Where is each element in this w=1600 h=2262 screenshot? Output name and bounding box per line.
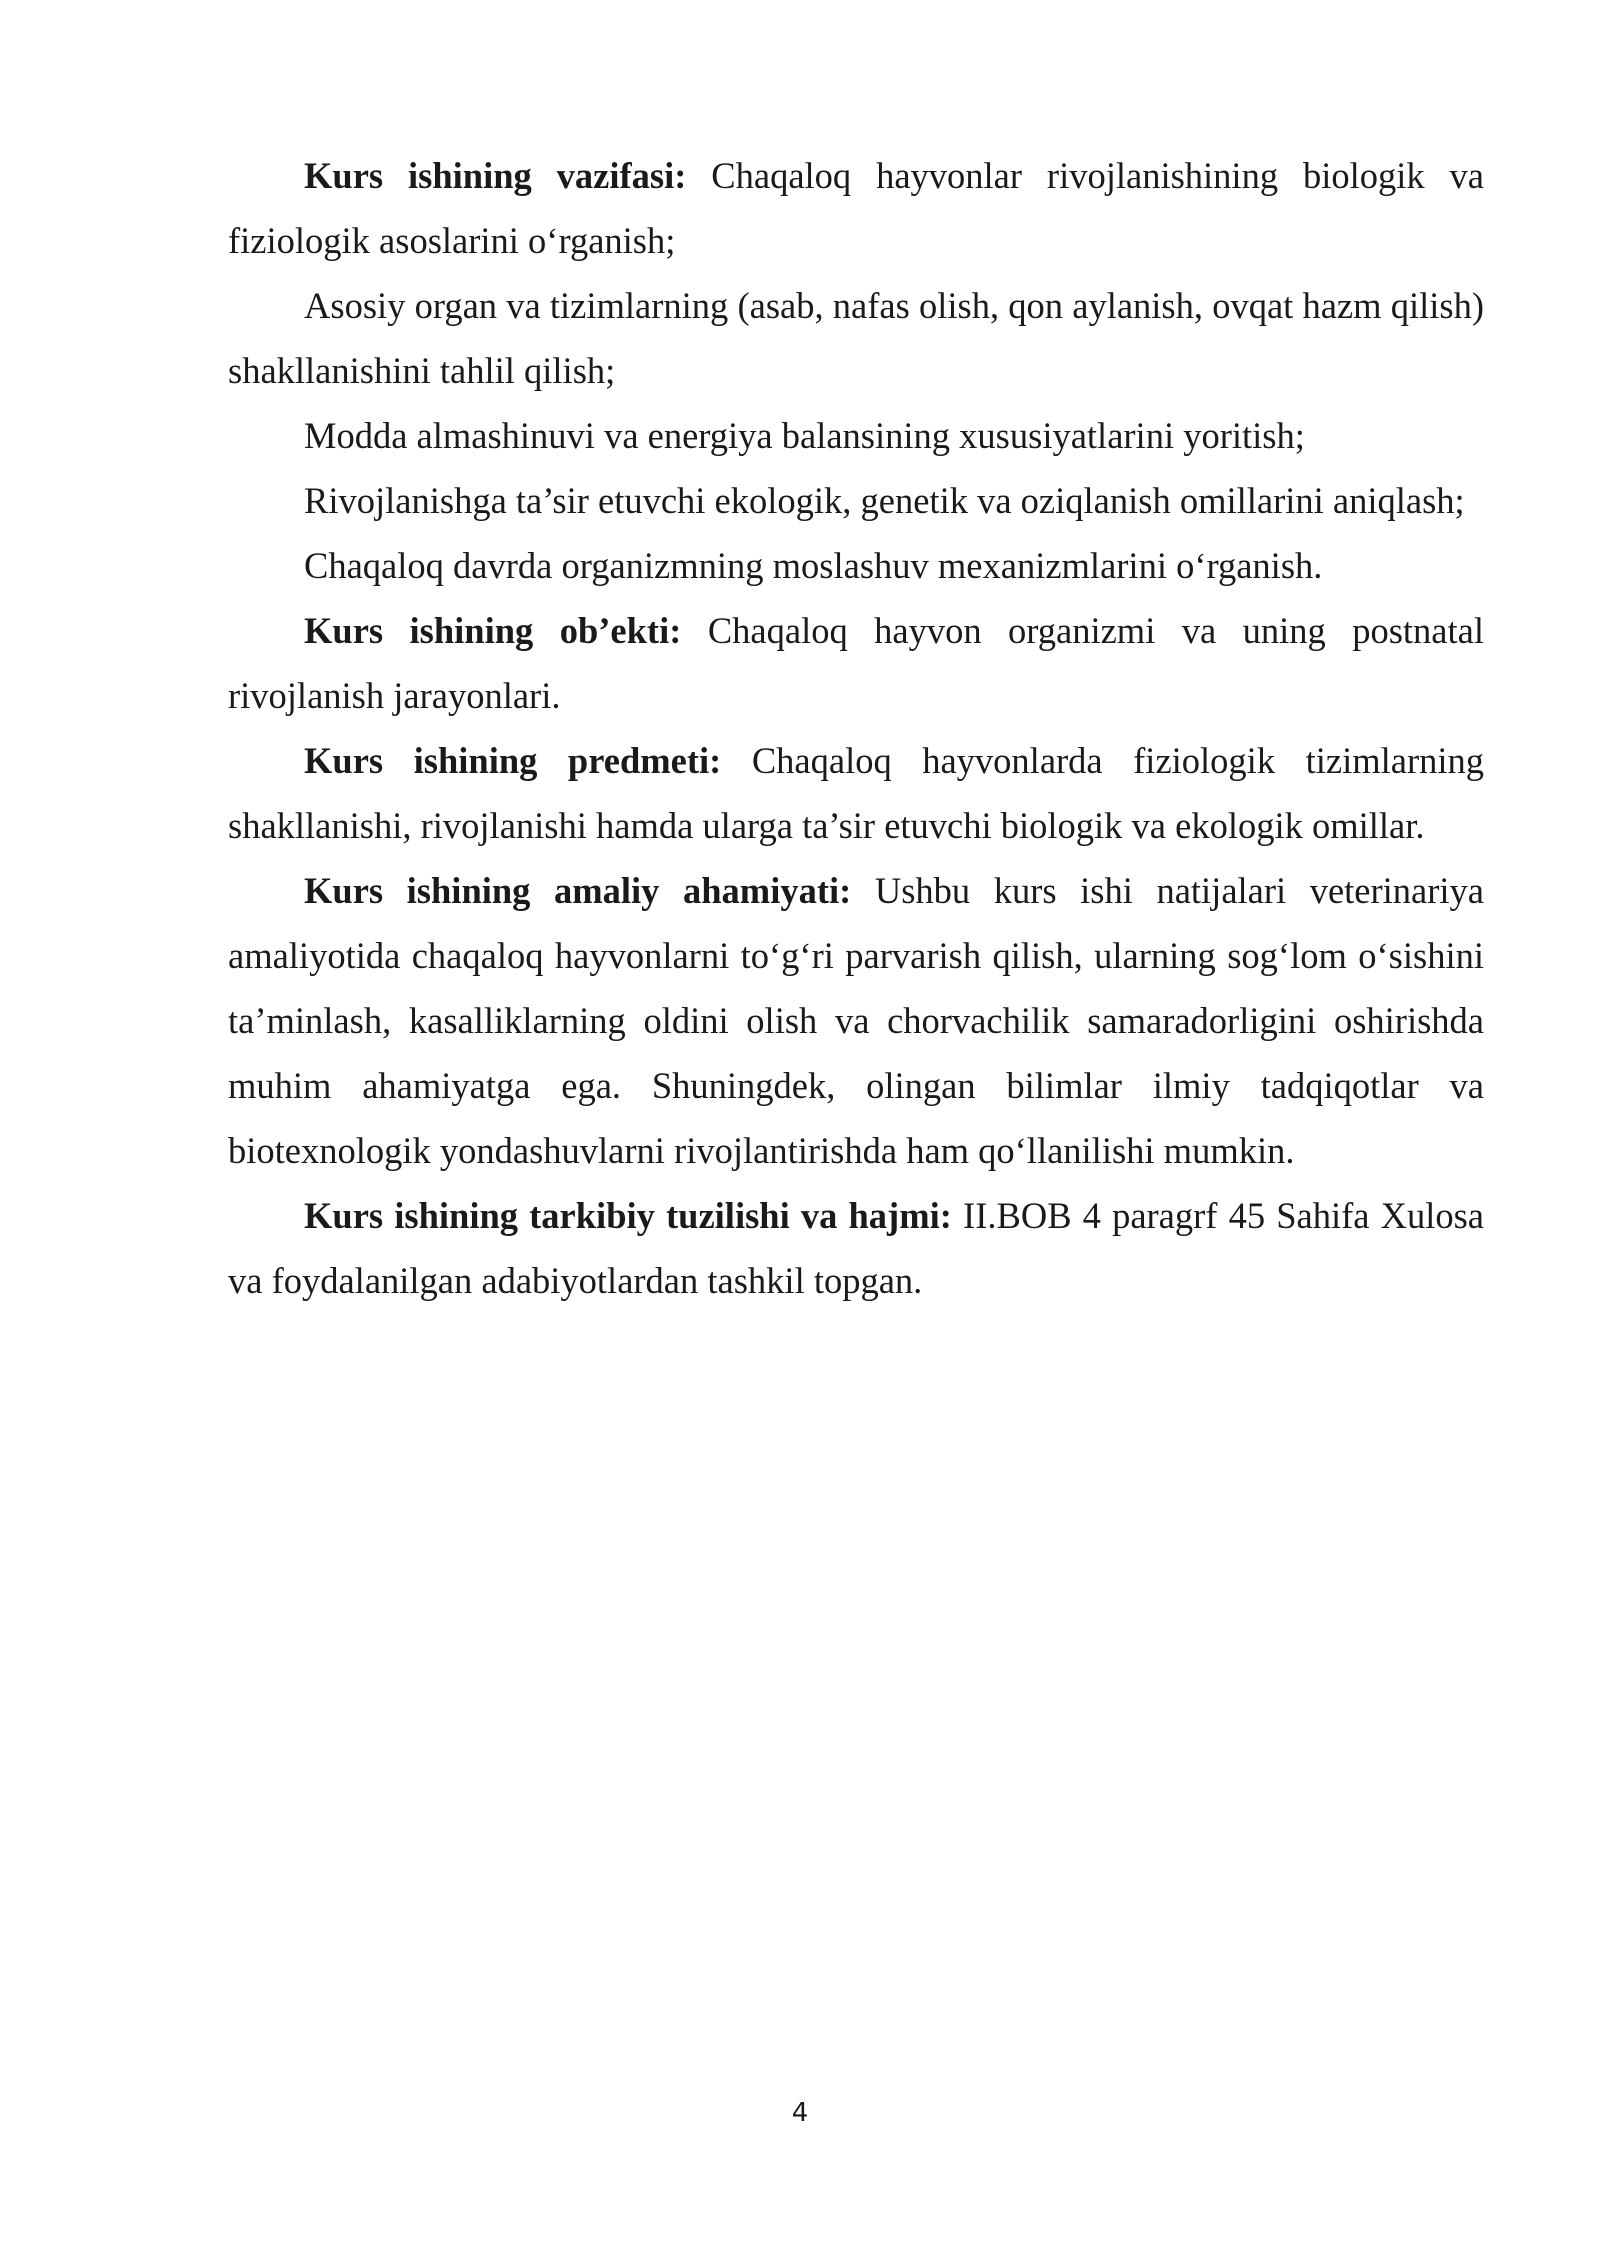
paragraph-text: Ushbu kurs ishi natijalari veterinariya amaliyotida chaqaloq hayvonlarni to‘g‘ri parvarish qilish, ularning sog‘lom o‘sishini ta’minlash, kasalliklarning oldini olish va chorvachilik samaradorligini oshirishda muhim ahamiyatga ega. Shuningdek, olingan bilimlar ilmiy tadqiqotlar va biotexnologik yondashuvlarni rivojlantirishda ham qo‘llanilishi mumkin. bbox=[228, 870, 1485, 1171]
paragraph-task-metabolism bbox=[228, 403, 1484, 468]
paragraph-task-organs bbox=[228, 273, 1484, 403]
paragraph-text: Asosiy organ va tizimlarning (asab, nafas olish, qon aylanish, ovqat hazm qilish) shakllanishini tahlil qilish; bbox=[228, 285, 1484, 391]
paragraph-heading: Kurs ishining vazifasi: bbox=[304, 155, 687, 196]
paragraph-text: II.BOB 4 paragrf 45 Sahifa Xulosa va foydalanilgan adabiyotlardan tashkil topgan. bbox=[228, 1195, 1484, 1301]
page-body bbox=[228, 143, 1484, 1313]
paragraph-text: Chaqaloq hayvonlar rivojlanishining biologik va fiziologik asoslarini o‘rganish; bbox=[228, 155, 1484, 261]
paragraph-heading: Kurs ishining ob’ekti: bbox=[304, 610, 682, 651]
paragraph-text: Chaqaloq davrda organizmning moslashuv mexanizmlarini o‘rganish. bbox=[304, 545, 1323, 586]
paragraph-obekti bbox=[228, 598, 1484, 728]
paragraph-predmeti bbox=[228, 728, 1484, 858]
paragraph-vazifasi bbox=[228, 143, 1484, 273]
paragraph-heading: Kurs ishining amaliy ahamiyati: bbox=[304, 870, 852, 911]
paragraph-text: Chaqaloq hayvonlarda fiziologik tizimlarning shakllanishi, rivojlanishi hamda ularga ta’sir etuvchi biologik va ekologik omillar. bbox=[228, 740, 1484, 846]
paragraph-text: Rivojlanishga ta’sir etuvchi ekologik, genetik va oziqlanish omillarini aniqlash; bbox=[304, 480, 1465, 521]
paragraph-task-factors bbox=[228, 468, 1484, 533]
paragraph-tarkibiy-tuzilishi bbox=[228, 1183, 1484, 1313]
paragraph-task-adaptation bbox=[228, 533, 1484, 598]
paragraph-text: Modda almashinuvi va energiya balansining xususiyatlarini yoritish; bbox=[304, 415, 1305, 456]
paragraph-heading: Kurs ishining predmeti: bbox=[304, 740, 722, 781]
page-number: 4 bbox=[791, 2098, 809, 2128]
paragraph-text: Chaqaloq hayvon organizmi va uning postnatal rivojlanish jarayonlari. bbox=[228, 610, 1484, 716]
paragraph-heading: Kurs ishining tarkibiy tuzilishi va hajmi: bbox=[304, 1195, 952, 1236]
paragraph-amaliy-ahamiyati bbox=[228, 858, 1484, 1183]
